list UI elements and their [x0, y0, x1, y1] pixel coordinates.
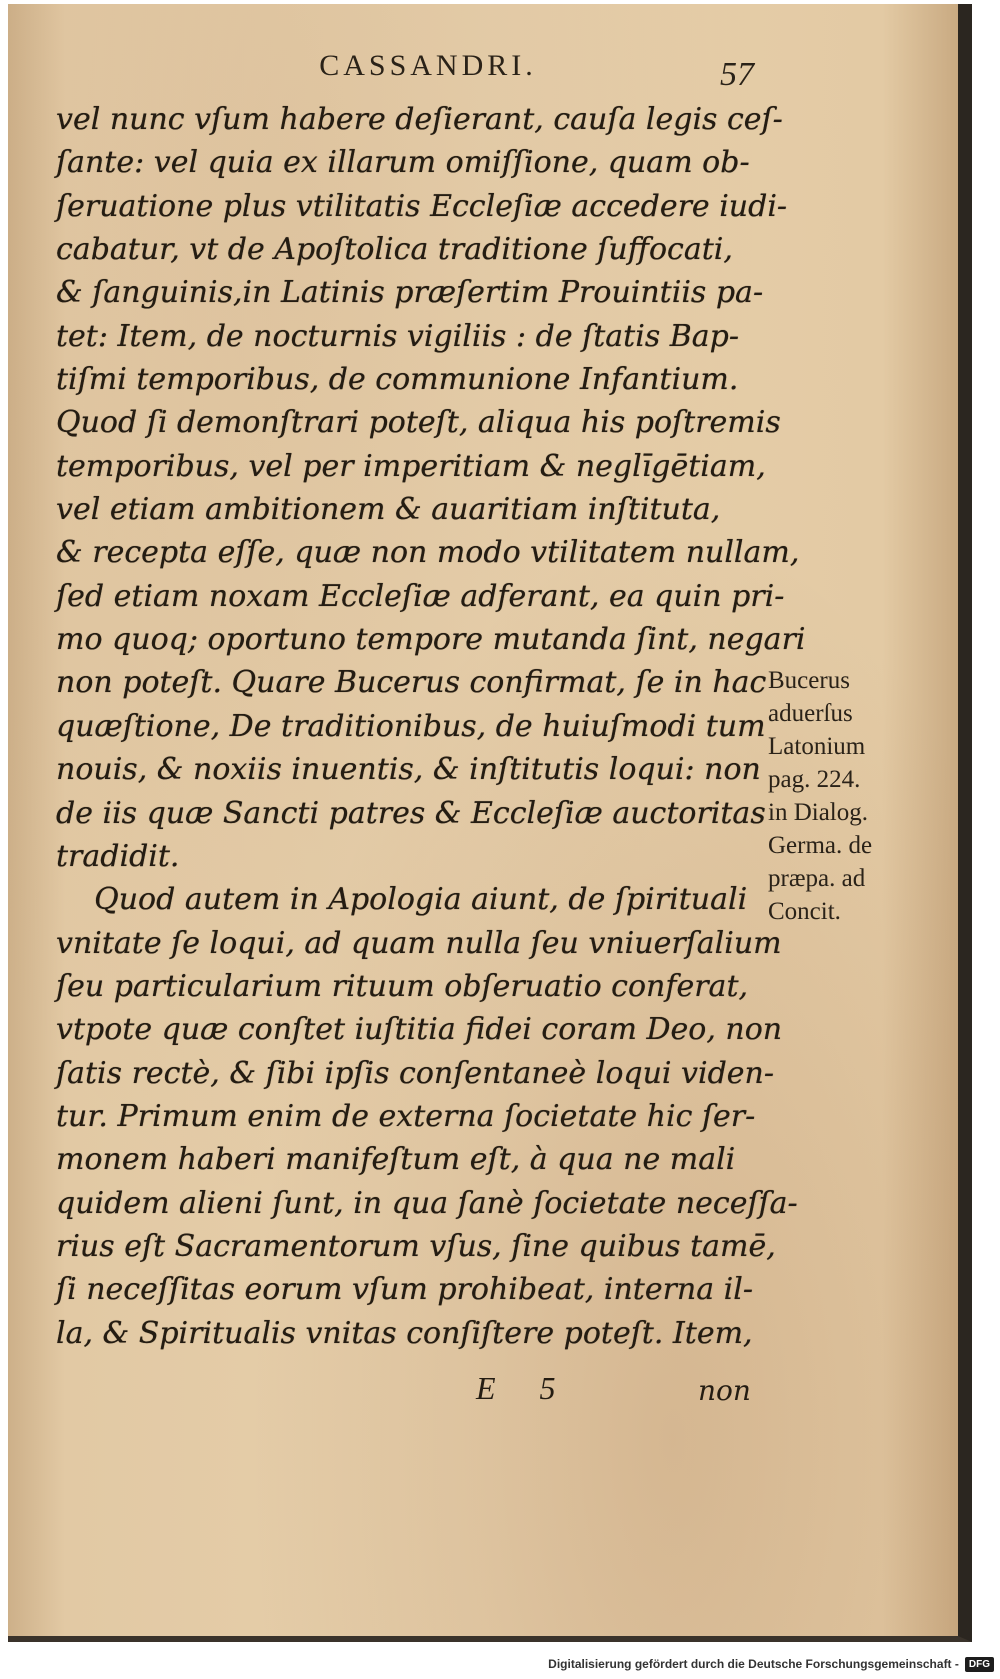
digitization-footer [548, 1653, 994, 1675]
text-line: tur. Primum enim de externa ſocietate hic ſer- [56, 1098, 756, 1134]
signature-mark: E 5 [476, 1370, 574, 1406]
text-line: quidem alieni ſunt, in qua ſanè ſocietate neceſſa- [56, 1185, 798, 1221]
catchword: non [698, 1374, 751, 1407]
text-line: mo quoq; oportuno tempore mutanda ſint, negari [56, 622, 806, 658]
text-line: vnitate ſe loqui, ad quam nulla ſeu vniuerſalium [56, 925, 782, 961]
text-line: de iis quæ Sancti patres & Eccleſiæ auctoritas [56, 795, 766, 831]
text-line: ſatis rectè, & ſibi ipſis conſentaneè loqui viden- [56, 1055, 774, 1091]
text-line: tiſmi temporibus, de communione Infantium. [56, 362, 739, 398]
text-line: cabatur, vt de Apoſtolica traditione ſuffocati, [56, 232, 733, 268]
margin-note-line: aduerſus [768, 700, 853, 727]
text-line: tradidit. [56, 838, 180, 874]
text-line: rius eſt Sacramentorum vſus, ſine quibus tamē, [56, 1228, 776, 1264]
text-line: & ſanguinis,in Latinis præſertim Prouintiis pa- [56, 275, 764, 311]
text-line: vel etiam ambitionem & auaritiam inſtituta, [56, 492, 721, 528]
margin-note [768, 664, 948, 928]
text-line: Quod autem in Apologia aiunt, de ſpirituali [56, 882, 748, 918]
margin-note-line: Latonium [768, 733, 866, 760]
text-line: ſed etiam noxam Eccleſiæ adferant, ea quin pri- [56, 578, 785, 614]
text-line: Quod ſi demonſtrari poteſt, aliqua his poſtremis [56, 405, 781, 441]
text-line: non poteſt. Quare Bucerus confirmat, ſe in hac [56, 665, 767, 701]
margin-note-line: Germa. de [768, 832, 873, 859]
page-number: 57 [720, 56, 754, 93]
book-page [8, 4, 972, 1642]
text-line: quæſtione, De traditionibus, de huiuſmodi tum [56, 708, 766, 744]
text-line: ſeu particularium rituum obſeruatio conferat, [56, 968, 749, 1004]
text-line: vel nunc vſum habere deſierant, cauſa legis ceſ- [56, 102, 783, 137]
text-line: temporibus, vel per imperitiam & neglīgētiam, [56, 448, 766, 484]
text-line: & recepta eſſe, quæ non modo vtilitatem nullam, [56, 535, 800, 571]
margin-note-line: Concit. [768, 898, 841, 925]
text-line: ſeruatione plus vtilitatis Eccleſiæ accedere iudi- [56, 188, 788, 224]
text-line: tet: Item, de nocturnis vigiliis : de ſtatis Bap- [56, 318, 740, 354]
running-head: CASSANDRI. [319, 49, 537, 82]
text-line: vtpote quæ conſtet iuſtitia fidei coram Deo, non [56, 1012, 783, 1048]
text-line: ſante: vel quia ex illarum omiſſione, quam ob- [56, 145, 750, 181]
text-line: monem haberi manifeſtum eſt, à qua ne mali [56, 1142, 736, 1178]
text-line: la, & Spiritualis vnitas conſiſtere poteſt. Item, [56, 1315, 753, 1351]
text-line: ſi neceſſitas eorum vſum prohibeat, interna il- [56, 1272, 753, 1308]
margin-note-line: pag. 224. [768, 766, 861, 793]
margin-note-line: Bucerus [768, 667, 850, 694]
footer-credit: Digitalisierung gefördert durch die Deutsche Forschungsgemeinschaft - [548, 1657, 959, 1671]
text-line: nouis, & noxiis inuentis, & inſtitutis loqui: non [56, 752, 761, 788]
margin-note-line: in Dialog. [768, 799, 868, 826]
margin-note-line: præpa. ad [768, 865, 866, 892]
dfg-logo: DFG [965, 1657, 994, 1672]
